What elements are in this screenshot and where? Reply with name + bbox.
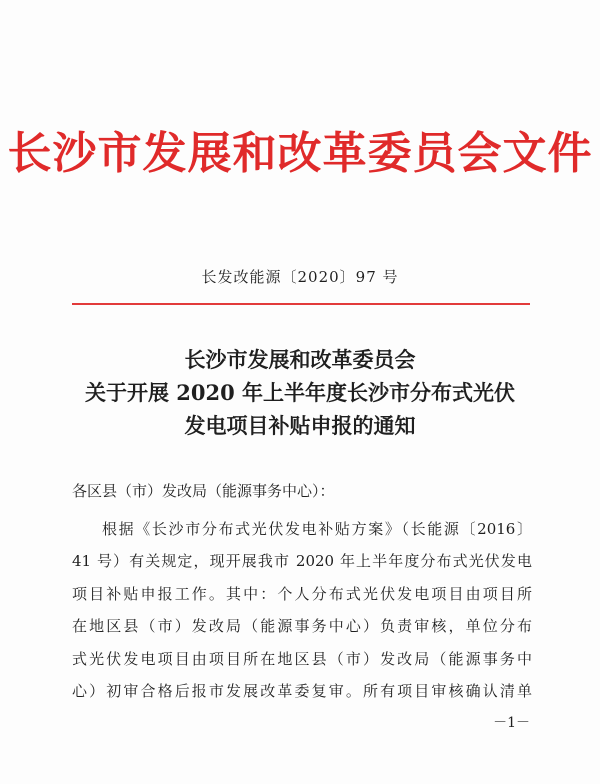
title-line-2: 关于开展 2020 年上半年度长沙市分布式光伏 [84,380,516,405]
document-number: 长发改能源〔2020〕97 号 [201,268,399,286]
title-line-3: 发电项目补贴申报的通知 [184,413,416,438]
masthead-title: 长沙市发展和改革委员会文件 [7,128,593,179]
body-line-2: 41 号）有关规定，现开展我市 2020 年上半年度分布式光伏发电 [72,552,532,571]
body-line-6: 心）初审合格后报市发展改革委复审。所有项目审核确认清单 [72,682,532,701]
body-line-3: 项目补贴申报工作。其中：个人分布式光伏发电项目由项目所 [72,584,532,603]
title-line-1: 长沙市发展和改革委员会 [184,347,416,372]
body-line-5: 式光伏发电项目由项目所在地区县（市）发改局（能源事务中 [72,649,532,668]
addressee: 各区县（市）发改局（能源事务中心）： [72,482,335,500]
body-line-4: 在地区县（市）发改局（能源事务中心）负责审核，单位分布 [72,617,532,636]
body-line-1: 根据《长沙市分布式光伏发电补贴方案》（长能源〔2016〕 [102,520,532,538]
body-paragraph [72,513,532,707]
notice-title [0,343,600,442]
page-number: －1－ [493,715,530,731]
red-divider-line [72,303,530,305]
